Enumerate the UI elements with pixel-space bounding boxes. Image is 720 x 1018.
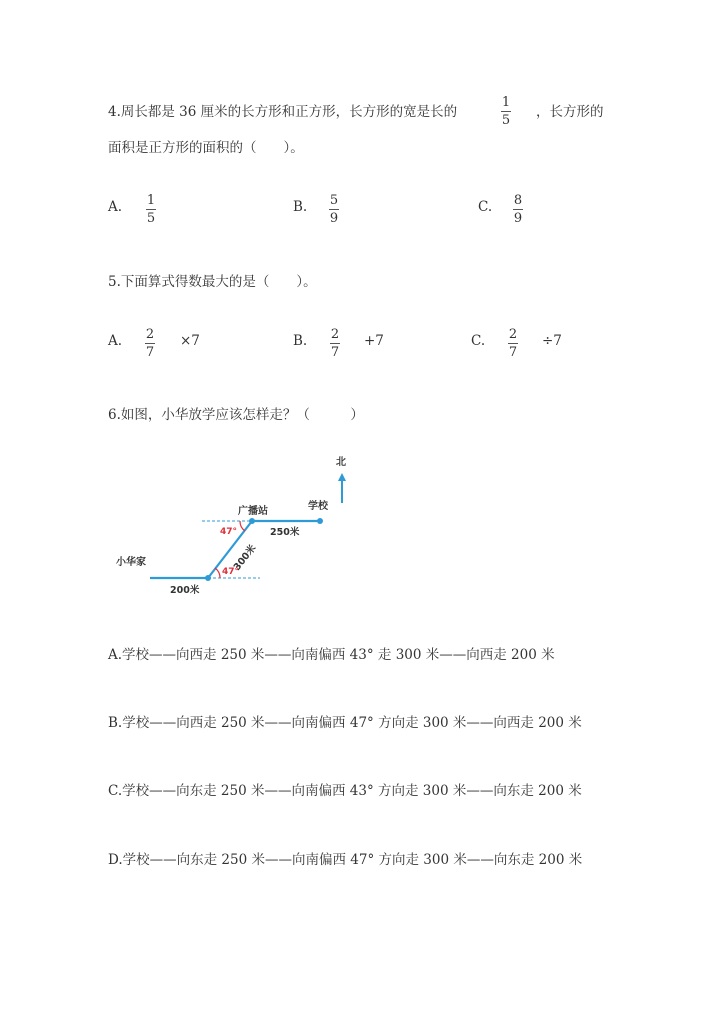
q4-option-c-letter[interactable]: C. [478,199,493,215]
fraction-bar [508,343,518,344]
q6-option-c[interactable]: C.学校——向东走 250 米——向南偏西 43° 方向走 300 米——向东走 200 米 [108,783,582,799]
q6-option-a[interactable]: A.学校——向西走 250 米——向南偏西 43° 走 300 米——向西走 200 米 [108,647,555,663]
home-label: 小华家 [116,557,146,568]
fraction-bar [513,209,523,210]
fraction-denominator: 7 [330,345,340,360]
fraction-bar [145,343,155,344]
fraction-numerator: 2 [145,327,155,342]
q5-text: 5.下面算式得数最大的是（ ）。 [108,274,317,290]
angle-top-label: 47° [220,527,238,537]
distance-300-label: 300米 [231,542,259,573]
fraction-numerator: 1 [501,95,511,110]
q4-line1: 4.周长都是 36 厘米的长方形和正方形，长方形的宽是长的 [108,104,458,120]
turn-point [205,575,211,581]
q6-option-b[interactable]: B.学校——向西走 250 米——向南偏西 47° 方向走 300 米——向西走 200 米 [108,715,582,731]
station-label: 广播站 [238,506,268,517]
fraction-bar [329,209,339,210]
q5-option-b-fraction[interactable] [328,327,342,360]
fraction-denominator: 5 [501,113,511,128]
fraction-bar [330,343,340,344]
q5-option-a-letter[interactable]: A. [108,333,123,349]
q6-option-d[interactable]: D.学校——向东走 250 米——向南偏西 47° 方向走 300 米——向东走 200 米 [108,852,583,868]
fraction-denominator: 5 [146,211,156,226]
fraction-numerator: 5 [329,193,339,208]
station-point [249,518,255,524]
q5-option-c-operator: ÷7 [542,333,562,349]
fraction-denominator: 9 [329,211,339,226]
fraction-denominator: 7 [508,345,518,360]
fraction-numerator: 1 [146,193,156,208]
fraction-numerator: 8 [513,193,523,208]
q4-option-c-fraction[interactable] [511,193,525,226]
q5-option-a-operator: ×7 [180,333,200,349]
q6-text: 6.如图，小华放学应该怎样走？（ ） [108,407,364,423]
school-point [317,518,323,524]
q4-line2: 面积是正方形的面积的（ ）。 [108,140,304,156]
north-label: 北 [336,457,346,468]
fraction-numerator: 2 [330,327,340,342]
q5-option-c-letter[interactable]: C. [471,333,486,349]
q4-option-a-fraction[interactable] [144,193,158,226]
fraction-denominator: 9 [513,211,523,226]
distance-200-label: 200米 [170,585,200,596]
angle-bottom-label: 47° [222,567,240,577]
route-diagram [110,445,370,605]
q4-line1-tail: ，长方形的 [536,104,604,120]
school-label: 学校 [308,501,328,512]
q4-option-b-fraction[interactable] [327,193,341,226]
fraction-bar [501,111,511,112]
q4-option-b-letter[interactable]: B. [293,199,308,215]
distance-250-label: 250米 [270,527,300,538]
north-arrow-icon [338,473,346,503]
q5-option-a-fraction[interactable] [143,327,157,360]
q4-option-a-letter[interactable]: A. [108,199,123,215]
fraction-denominator: 7 [145,345,155,360]
fraction-numerator: 2 [508,327,518,342]
q4-fraction [499,95,513,128]
q5-option-b-letter[interactable]: B. [293,333,308,349]
q5-option-c-fraction[interactable] [506,327,520,360]
fraction-bar [146,209,156,210]
q5-option-b-operator: +7 [364,333,384,349]
